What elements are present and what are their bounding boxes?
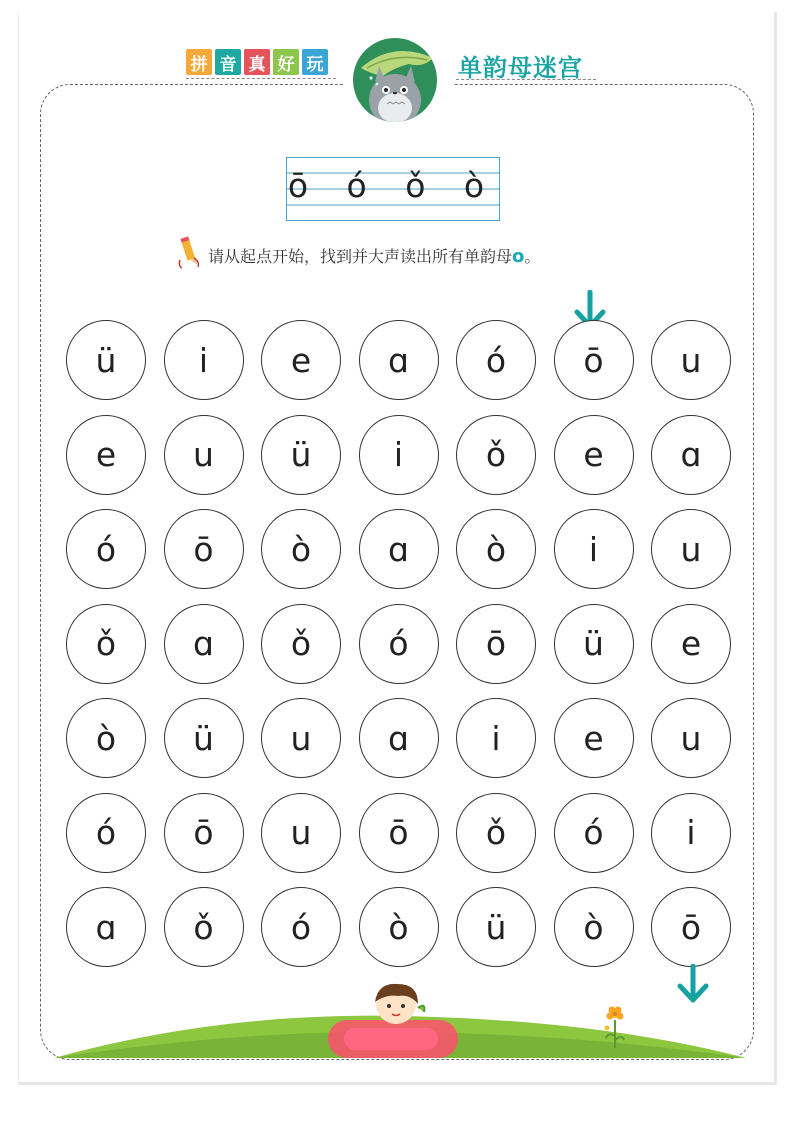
maze-cell[interactable]: u <box>651 320 731 400</box>
header-tag: 真 <box>244 49 270 75</box>
maze-cell[interactable]: u <box>261 698 341 778</box>
maze-cell[interactable]: ò <box>66 698 146 778</box>
maze-cell[interactable]: ɑ <box>359 320 439 400</box>
maze-cell[interactable]: e <box>554 698 634 778</box>
maze-cell[interactable]: ò <box>359 887 439 967</box>
maze-cell[interactable]: ō <box>164 793 244 873</box>
header-tag: 音 <box>215 49 241 75</box>
maze-cell[interactable]: u <box>651 509 731 589</box>
maze-cell[interactable]: ó <box>359 604 439 684</box>
header-tags <box>186 49 328 75</box>
maze-cell[interactable]: i <box>164 320 244 400</box>
target-letter: o <box>512 245 525 267</box>
maze-cell[interactable]: ō <box>164 509 244 589</box>
instruction-text: 请从起点开始，找到并大声读出所有单韵母o。 <box>208 245 541 267</box>
maze-cell[interactable]: i <box>651 793 731 873</box>
tone-display-box <box>286 157 500 221</box>
maze-cell[interactable]: ó <box>66 793 146 873</box>
maze-cell[interactable]: ɑ <box>651 415 731 495</box>
divider <box>186 78 336 79</box>
divider <box>456 79 596 80</box>
header-tag: 好 <box>273 49 299 75</box>
maze-cell[interactable]: ó <box>554 793 634 873</box>
maze-cell[interactable]: u <box>651 698 731 778</box>
maze-cell[interactable]: ó <box>66 509 146 589</box>
maze-cell[interactable]: i <box>554 509 634 589</box>
totoro-with-leaf-icon <box>353 38 437 122</box>
header-tag: 拼 <box>186 49 212 75</box>
pencil-icon <box>176 236 202 274</box>
maze-cell[interactable]: u <box>261 793 341 873</box>
page-title: 单韵母迷宫 <box>458 54 583 82</box>
maze-grid <box>66 320 729 967</box>
maze-cell[interactable]: ò <box>554 887 634 967</box>
maze-cell[interactable]: ǒ <box>66 604 146 684</box>
maze-cell[interactable]: i <box>456 698 536 778</box>
header-tag: 玩 <box>302 49 328 75</box>
maze-cell[interactable]: ǒ <box>456 415 536 495</box>
maze-cell[interactable]: ō <box>359 793 439 873</box>
maze-cell[interactable]: e <box>651 604 731 684</box>
maze-cell[interactable]: i <box>359 415 439 495</box>
maze-cell[interactable]: ɑ <box>359 509 439 589</box>
maze-cell[interactable]: e <box>554 415 634 495</box>
maze-cell[interactable]: ò <box>456 509 536 589</box>
child-character-icon <box>326 982 460 1062</box>
flower-icon <box>600 1006 630 1050</box>
maze-cell[interactable]: ǒ <box>456 793 536 873</box>
maze-cell[interactable]: ü <box>261 415 341 495</box>
maze-cell[interactable]: ō <box>456 604 536 684</box>
maze-cell[interactable]: ɑ <box>359 698 439 778</box>
tone-text: ō ó ǒ ò <box>287 166 499 205</box>
maze-cell[interactable]: ǒ <box>261 604 341 684</box>
maze-cell[interactable]: ɑ <box>164 604 244 684</box>
maze-cell[interactable]: ü <box>164 698 244 778</box>
maze-cell[interactable]: ó <box>456 320 536 400</box>
maze-cell[interactable]: ò <box>261 509 341 589</box>
maze-cell[interactable]: ɑ <box>66 887 146 967</box>
maze-cell[interactable]: ǒ <box>164 887 244 967</box>
maze-cell[interactable]: ü <box>456 887 536 967</box>
maze-cell[interactable]: ō <box>554 320 634 400</box>
maze-cell[interactable]: e <box>261 320 341 400</box>
maze-cell[interactable]: ü <box>554 604 634 684</box>
maze-cell[interactable]: e <box>66 415 146 495</box>
maze-cell[interactable]: u <box>164 415 244 495</box>
maze-cell[interactable]: ü <box>66 320 146 400</box>
instruction <box>176 236 540 274</box>
maze-cell[interactable]: ó <box>261 887 341 967</box>
maze-cell[interactable]: ō <box>651 887 731 967</box>
